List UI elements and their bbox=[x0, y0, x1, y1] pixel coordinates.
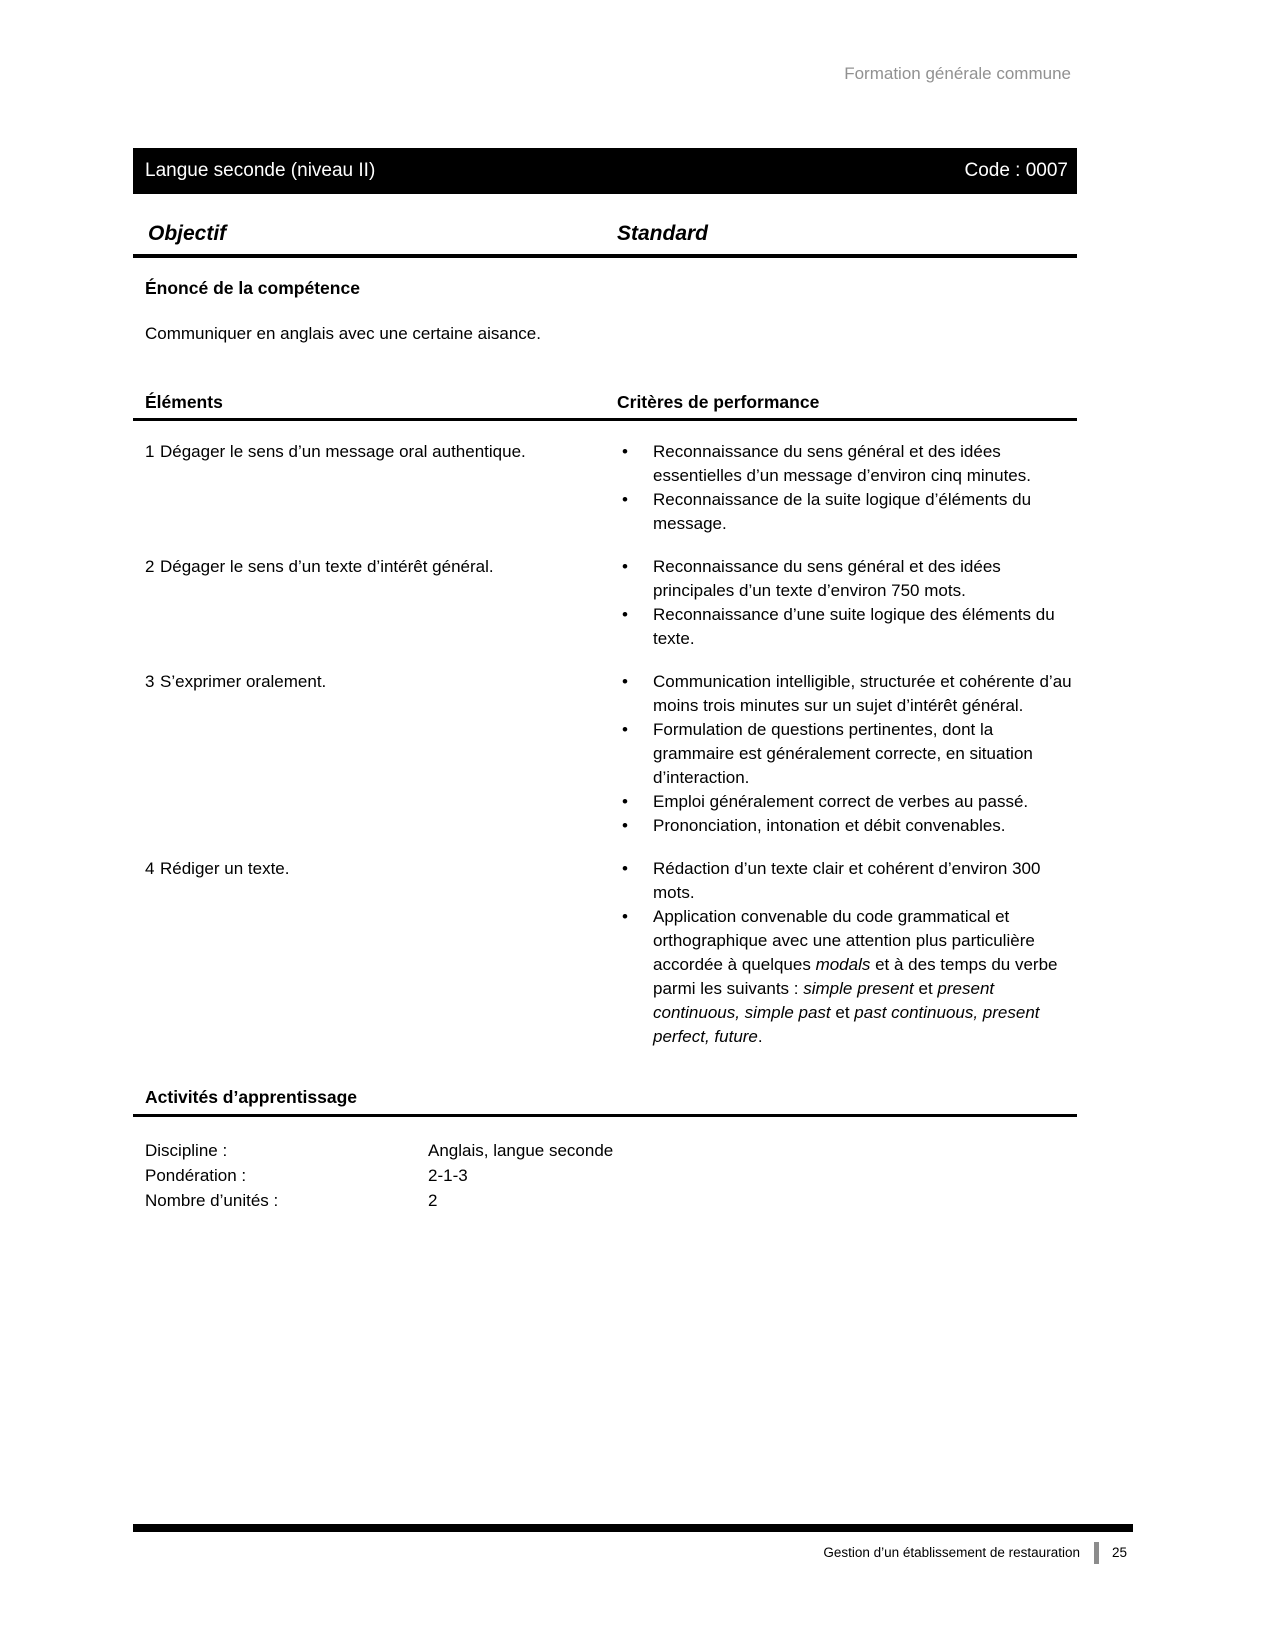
criterion: • Emploi généralement correct de verbes au passé. bbox=[617, 790, 1077, 814]
element-number: 2 bbox=[145, 557, 155, 576]
element-cell bbox=[133, 670, 617, 838]
course-code: Code : 0007 bbox=[964, 160, 1068, 181]
activity-value: 2 bbox=[428, 1191, 438, 1210]
element-text: Dégager le sens d’un texte d’intérêt général. bbox=[160, 557, 494, 576]
running-header: Formation générale commune bbox=[844, 64, 1071, 83]
criterion: • Rédaction d’un texte clair et cohérent d’environ 300 mots. bbox=[617, 857, 1077, 905]
criterion: • Communication intelligible, structurée et cohérente d’au moins trois minutes sur un sujet d’intérêt général. bbox=[617, 670, 1077, 718]
criteria-cell bbox=[617, 555, 1077, 651]
table-row bbox=[133, 555, 1077, 651]
activity-value: Anglais, langue seconde bbox=[428, 1141, 614, 1160]
footer-doc-title: Gestion d’un établissement de restauration bbox=[823, 1545, 1080, 1560]
criterion: • Formulation de questions pertinentes, dont la grammaire est généralement correcte, en situation d’interaction. bbox=[617, 718, 1077, 790]
activity-row bbox=[133, 1163, 1077, 1188]
element-number: 1 bbox=[145, 442, 155, 461]
page-footer bbox=[133, 1524, 1133, 1565]
table-row bbox=[133, 670, 1077, 838]
element-cell bbox=[133, 857, 617, 1049]
criterion: • Reconnaissance du sens général et des idées principales d’un texte d’environ 750 mots. bbox=[617, 555, 1077, 603]
activity-row bbox=[133, 1188, 1077, 1213]
activity-row bbox=[133, 1138, 1077, 1163]
course-banner bbox=[133, 148, 1077, 194]
element-text: Rédiger un texte. bbox=[160, 859, 290, 878]
criterion: • Reconnaissance du sens général et des idées essentielles d’un message d’environ cinq minutes. bbox=[617, 440, 1077, 488]
activities-table bbox=[133, 1138, 1077, 1213]
footer-page-number: 25 bbox=[1111, 1545, 1127, 1560]
objectif-heading: Objectif bbox=[148, 222, 227, 245]
footer-separator bbox=[1094, 1542, 1099, 1564]
element-cell bbox=[133, 440, 617, 536]
criteria-cell bbox=[617, 670, 1077, 838]
element-text: S’exprimer oralement. bbox=[160, 672, 327, 691]
elements-heading: Éléments bbox=[145, 392, 223, 412]
course-title: Langue seconde (niveau II) bbox=[145, 160, 376, 181]
competence-statement: Communiquer en anglais avec une certaine aisance. bbox=[145, 324, 541, 343]
criteria-cell bbox=[617, 857, 1077, 1049]
criterion: • Prononciation, intonation et débit convenables. bbox=[617, 814, 1077, 838]
elements-criteres-header bbox=[133, 390, 1077, 421]
competence-heading: Énoncé de la compétence bbox=[145, 278, 360, 298]
activities-heading: Activités d’apprentissage bbox=[133, 1085, 1077, 1117]
activity-value: 2-1-3 bbox=[428, 1166, 468, 1185]
element-text: Dégager le sens d’un message oral authentique. bbox=[160, 442, 526, 461]
table-row bbox=[133, 857, 1077, 1049]
criteria-cell bbox=[617, 440, 1077, 536]
activity-label: Pondération : bbox=[145, 1166, 247, 1185]
element-cell bbox=[133, 555, 617, 651]
criterion: • Reconnaissance de la suite logique d’éléments du message. bbox=[617, 488, 1077, 536]
criteres-heading: Critères de performance bbox=[617, 392, 820, 412]
criterion: • Application convenable du code grammatical et orthographique avec une attention plus particulière accordée à quelques modals et à des temps du verbe parmi les suivants : simple present et present continuous, simple past et past continuous, present perfect, future. bbox=[617, 905, 1077, 1049]
criterion: • Reconnaissance d’une suite logique des éléments du texte. bbox=[617, 603, 1077, 651]
elements-table bbox=[133, 440, 1077, 1049]
activity-label: Nombre d’unités : bbox=[145, 1191, 279, 1210]
standard-heading: Standard bbox=[617, 222, 709, 245]
element-number: 4 bbox=[145, 859, 155, 878]
objectif-standard-header bbox=[133, 222, 1077, 258]
footer-rule bbox=[133, 1524, 1133, 1532]
table-row bbox=[133, 440, 1077, 536]
element-number: 3 bbox=[145, 672, 155, 691]
activity-label: Discipline : bbox=[145, 1141, 228, 1160]
